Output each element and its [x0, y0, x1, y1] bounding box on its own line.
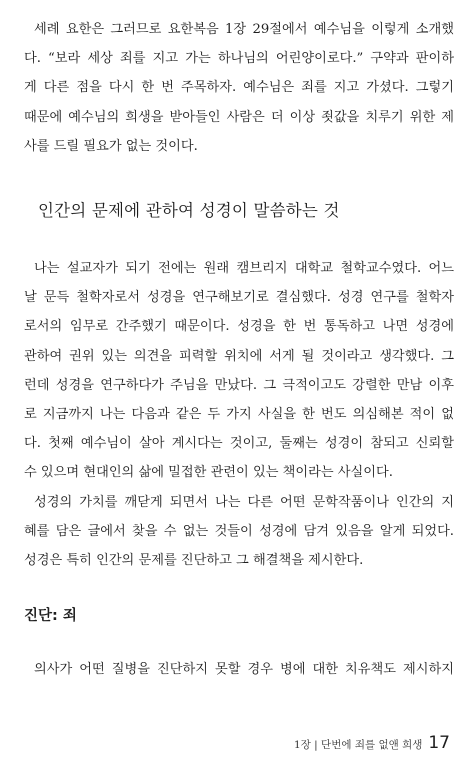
- paragraph-line: 로서의 임무로 간주했기 때문이다. 성경을 한 번 통독하고 나면 성경에: [24, 319, 454, 335]
- body-paragraph-1: [24, 254, 454, 488]
- paragraph-line: 나는 설교자가 되기 전에는 원래 캠브리지 대학교 철학교수였다. 어느: [34, 261, 454, 276]
- paragraph-line: 관하여 권위 있는 의견을 피력할 위치에 서게 될 것이라고 생각했다. 그: [24, 348, 454, 364]
- paragraph-line: 혜를 담은 글에서 찾을 수 없는 것들이 성경에 담겨 있음을 알게 되었다.: [24, 524, 454, 540]
- paragraph-line: 다. 첫째 예수님이 살아 계시다는 것이고, 둘째는 성경이 참되고 신뢰할: [24, 436, 454, 452]
- paragraph-line: 수 있으며 현대인의 삶에 밀접한 관련이 있는 책이라는 사실이다.: [24, 465, 393, 481]
- body-paragraph-3: [24, 655, 454, 684]
- page-footer: [294, 733, 450, 753]
- subheading-diagnosis: 진단: 죄: [24, 608, 77, 624]
- paragraph-line: 사를 드릴 필요가 없는 것이다.: [24, 138, 198, 154]
- paragraph-line: 다. “보라 세상 죄를 지고 가는 하나님의 어린양이로다.” 구약과 판이하: [24, 51, 454, 67]
- paragraph-line: 게 다른 점을 다시 한 번 주목하자. 예수님은 죄를 지고 가셨다. 그렇기: [24, 80, 454, 96]
- paragraph-line: 런데 성경을 연구하다가 주님을 만났다. 그 극적이고도 강렬한 만남 이후: [24, 377, 454, 393]
- paragraph-line: 날 문득 철학자로서 성경을 연구해보기로 결심했다. 성경 연구를 철학자: [24, 290, 454, 306]
- body-paragraph-2: [24, 488, 454, 576]
- paragraph-line: 세례 요한은 그러므로 요한복음 1장 29절에서 예수님을 이렇게 소개했: [34, 22, 454, 37]
- section-heading: 인간의 문제에 관하여 성경이 말씀하는 것: [38, 201, 340, 220]
- paragraph-line: 때문에 예수님의 희생을 받아들인 사람은 더 이상 죗값을 치루기 위한 제: [24, 109, 454, 125]
- paragraph-line: 성경의 가치를 깨닫게 되면서 나는 다른 어떤 문학작품이나 인간의 지: [34, 495, 454, 510]
- paragraph-line: 의사가 어떤 질병을 진단하지 못할 경우 병에 대한 치유책도 제시하지: [34, 662, 454, 677]
- paragraph-line: 로 지금까지 나는 다음과 같은 두 가지 사실을 한 번도 의심해본 적이 없: [24, 407, 454, 423]
- running-title: 1장 | 단번에 죄를 없앤 희생: [294, 739, 423, 751]
- page-number: 17: [428, 733, 450, 753]
- intro-paragraph: [24, 15, 454, 161]
- paragraph-line: 성경은 특히 인간의 문제를 진단하고 그 해결책을 제시한다.: [24, 553, 364, 569]
